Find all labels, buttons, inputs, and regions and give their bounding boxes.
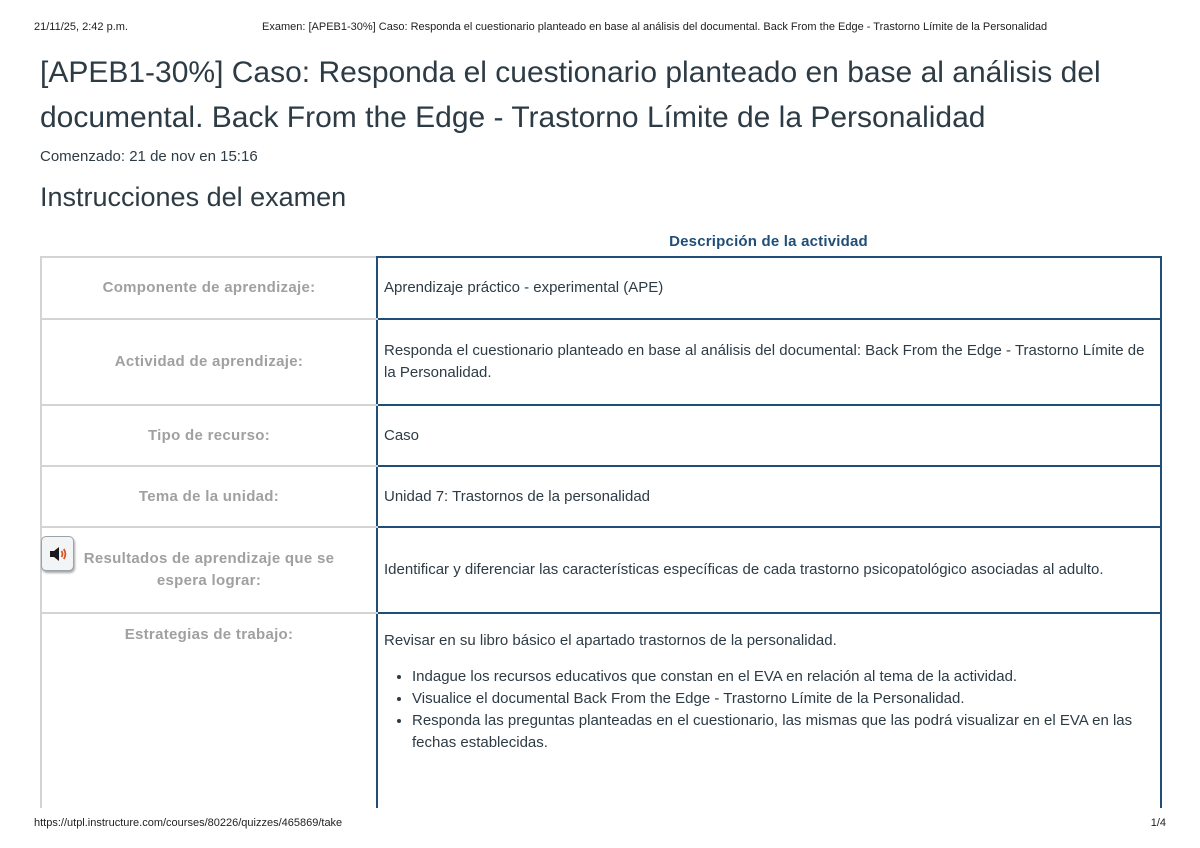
read-aloud-button[interactable] (41, 536, 74, 571)
table-row (41, 405, 1161, 466)
table-row (41, 527, 1161, 613)
row-label-tema-unidad: Tema de la unidad: (41, 466, 377, 527)
row-value-estrategias (377, 613, 1161, 828)
row-label-estrategias: Estrategias de trabajo: (41, 613, 377, 828)
print-datetime: 21/11/25, 2:42 p.m. (34, 21, 128, 33)
table-row (41, 613, 1161, 828)
row-value-actividad: Responda el cuestionario planteado en base al análisis del documental: Back From the Edge - Trastorno Límite de la Personalidad. (377, 319, 1161, 405)
print-page-number: 1/4 (1150, 817, 1166, 829)
row-value-tema-unidad: Unidad 7: Trastornos de la personalidad (377, 466, 1161, 527)
row-label-componente: Componente de aprendizaje: (41, 257, 377, 319)
print-footer-url: https://utpl.instructure.com/courses/80226/quizzes/465869/take (34, 817, 343, 829)
list-item: • Visualice el documental Back From the Edge - Trastorno Límite de la Personalidad. (412, 688, 1154, 710)
table-row (41, 319, 1161, 405)
quiz-started-time: Comenzado: 21 de nov en 15:16 (40, 148, 258, 165)
strategy-intro: Revisar en su libro básico el apartado trastornos de la personalidad. (384, 632, 837, 649)
row-value-resultados: Identificar y diferenciar las características específicas de cada trastorno psicopatológico asociadas al adulto. (377, 527, 1161, 613)
instructions-heading: Instrucciones del examen (40, 182, 347, 212)
strategy-list (384, 666, 1154, 754)
speaker-icon (48, 545, 68, 563)
row-value-componente: Aprendizaje práctico - experimental (APE) (377, 257, 1161, 319)
row-label-tipo-recurso: Tipo de recurso: (41, 405, 377, 466)
row-value-tipo-recurso: Caso (377, 405, 1161, 466)
row-label-actividad: Actividad de aprendizaje: (41, 319, 377, 405)
table-caption: Descripción de la actividad (669, 233, 868, 250)
print-document-title: Examen: [APEB1-30%] Caso: Responda el cuestionario planteado en base al análisis del documental. Back From the Edge - Trastorno Límite de la Personalidad (262, 21, 1048, 33)
activity-description-table (40, 256, 1162, 828)
list-item: • Responda las preguntas planteadas en el cuestionario, las mismas que las podrá visualizar en el EVA en las fechas establecidas. (412, 710, 1154, 754)
table-row (41, 466, 1161, 527)
list-item: • Indague los recursos educativos que constan en el EVA en relación al tema de la actividad. (412, 666, 1154, 688)
table-row (41, 257, 1161, 319)
quiz-title: [APEB1-30%] Caso: Responda el cuestionario planteado en base al análisis del documental. Back From the Edge - Trastorno Límite de la Personalidad (40, 56, 1101, 134)
row-label-resultados: Resultados de aprendizaje que se espera lograr: (41, 527, 377, 613)
